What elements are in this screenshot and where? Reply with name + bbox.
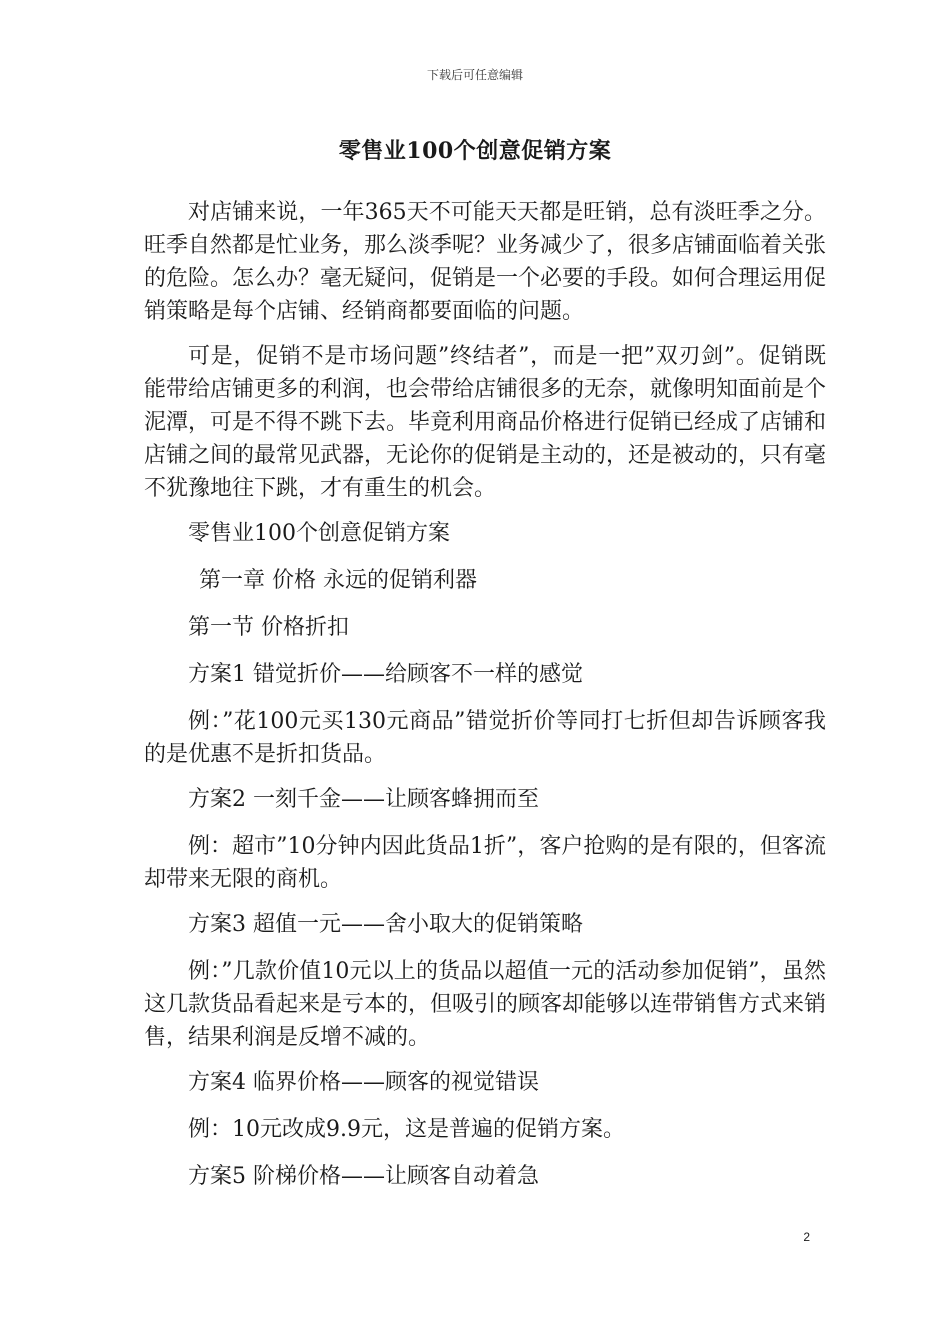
- plan-example: 例：超市”10分钟内因此货品1折”，客户抢购的是有限的，但客流却带来无限的商机。: [144, 834, 826, 892]
- plan-example: 例：”几款价值10元以上的货品以超值一元的活动参加促销”，虽然这几款货品看起来是亏本的，但吸引的顾客却能够以连带销售方式来销售，结果利润是反增不减的。: [144, 959, 827, 1050]
- plan-heading: 方案4 临界价格——顾客的视觉错误: [188, 1070, 539, 1095]
- plan-heading: 方案3 超值一元——舍小取大的促销策略: [188, 912, 583, 937]
- intro-paragraph: 可是，促销不是市场问题”终结者”，而是一把”双刃剑”。促销既能带给店铺更多的利润，也会带给店铺很多的无奈，就像明知面前是个泥潭，可是不得不跳下去。毕竟利用商品价格进行促销已经成了店铺和店铺之间的最常见武器，无论你的促销是主动的，还是被动的，只有毫不犹豫地往下跳，才有重生的机会。: [144, 344, 827, 501]
- page-number: 2: [803, 1230, 810, 1244]
- plan-example: 例：10元改成9.9元，这是普遍的促销方案。: [188, 1117, 625, 1142]
- plan-example: 例：”花100元买130元商品”错觉折价等同打七折但却告诉顾客我的是优惠不是折扣货品。: [144, 709, 826, 767]
- chapter-heading: 第一章 价格 永远的促销利器: [199, 568, 477, 593]
- document-body: [144, 196, 826, 1207]
- header-note: 下载后可任意编辑: [426, 68, 523, 82]
- document-title: 零售业100个创意促销方案: [338, 138, 612, 164]
- intro-paragraph: 对店铺来说，一年365天不可能天天都是旺销，总有淡旺季之分。旺季自然都是忙业务，那么淡季呢？业务减少了，很多店铺面临着关张的危险。怎么办？毫无疑问，促销是一个必要的手段。如何合理运用促销策略是每个店铺、经销商都要面临的问题。: [144, 200, 827, 324]
- section-heading: 零售业100个创意促销方案: [188, 521, 450, 546]
- section-heading: 第一节 价格折扣: [188, 615, 349, 640]
- plan-heading: 方案1 错觉折价——给顾客不一样的感觉: [188, 662, 583, 687]
- plan-heading: 方案5 阶梯价格——让顾客自动着急: [188, 1164, 539, 1189]
- plan-heading: 方案2 一刻千金——让顾客蜂拥而至: [188, 787, 539, 812]
